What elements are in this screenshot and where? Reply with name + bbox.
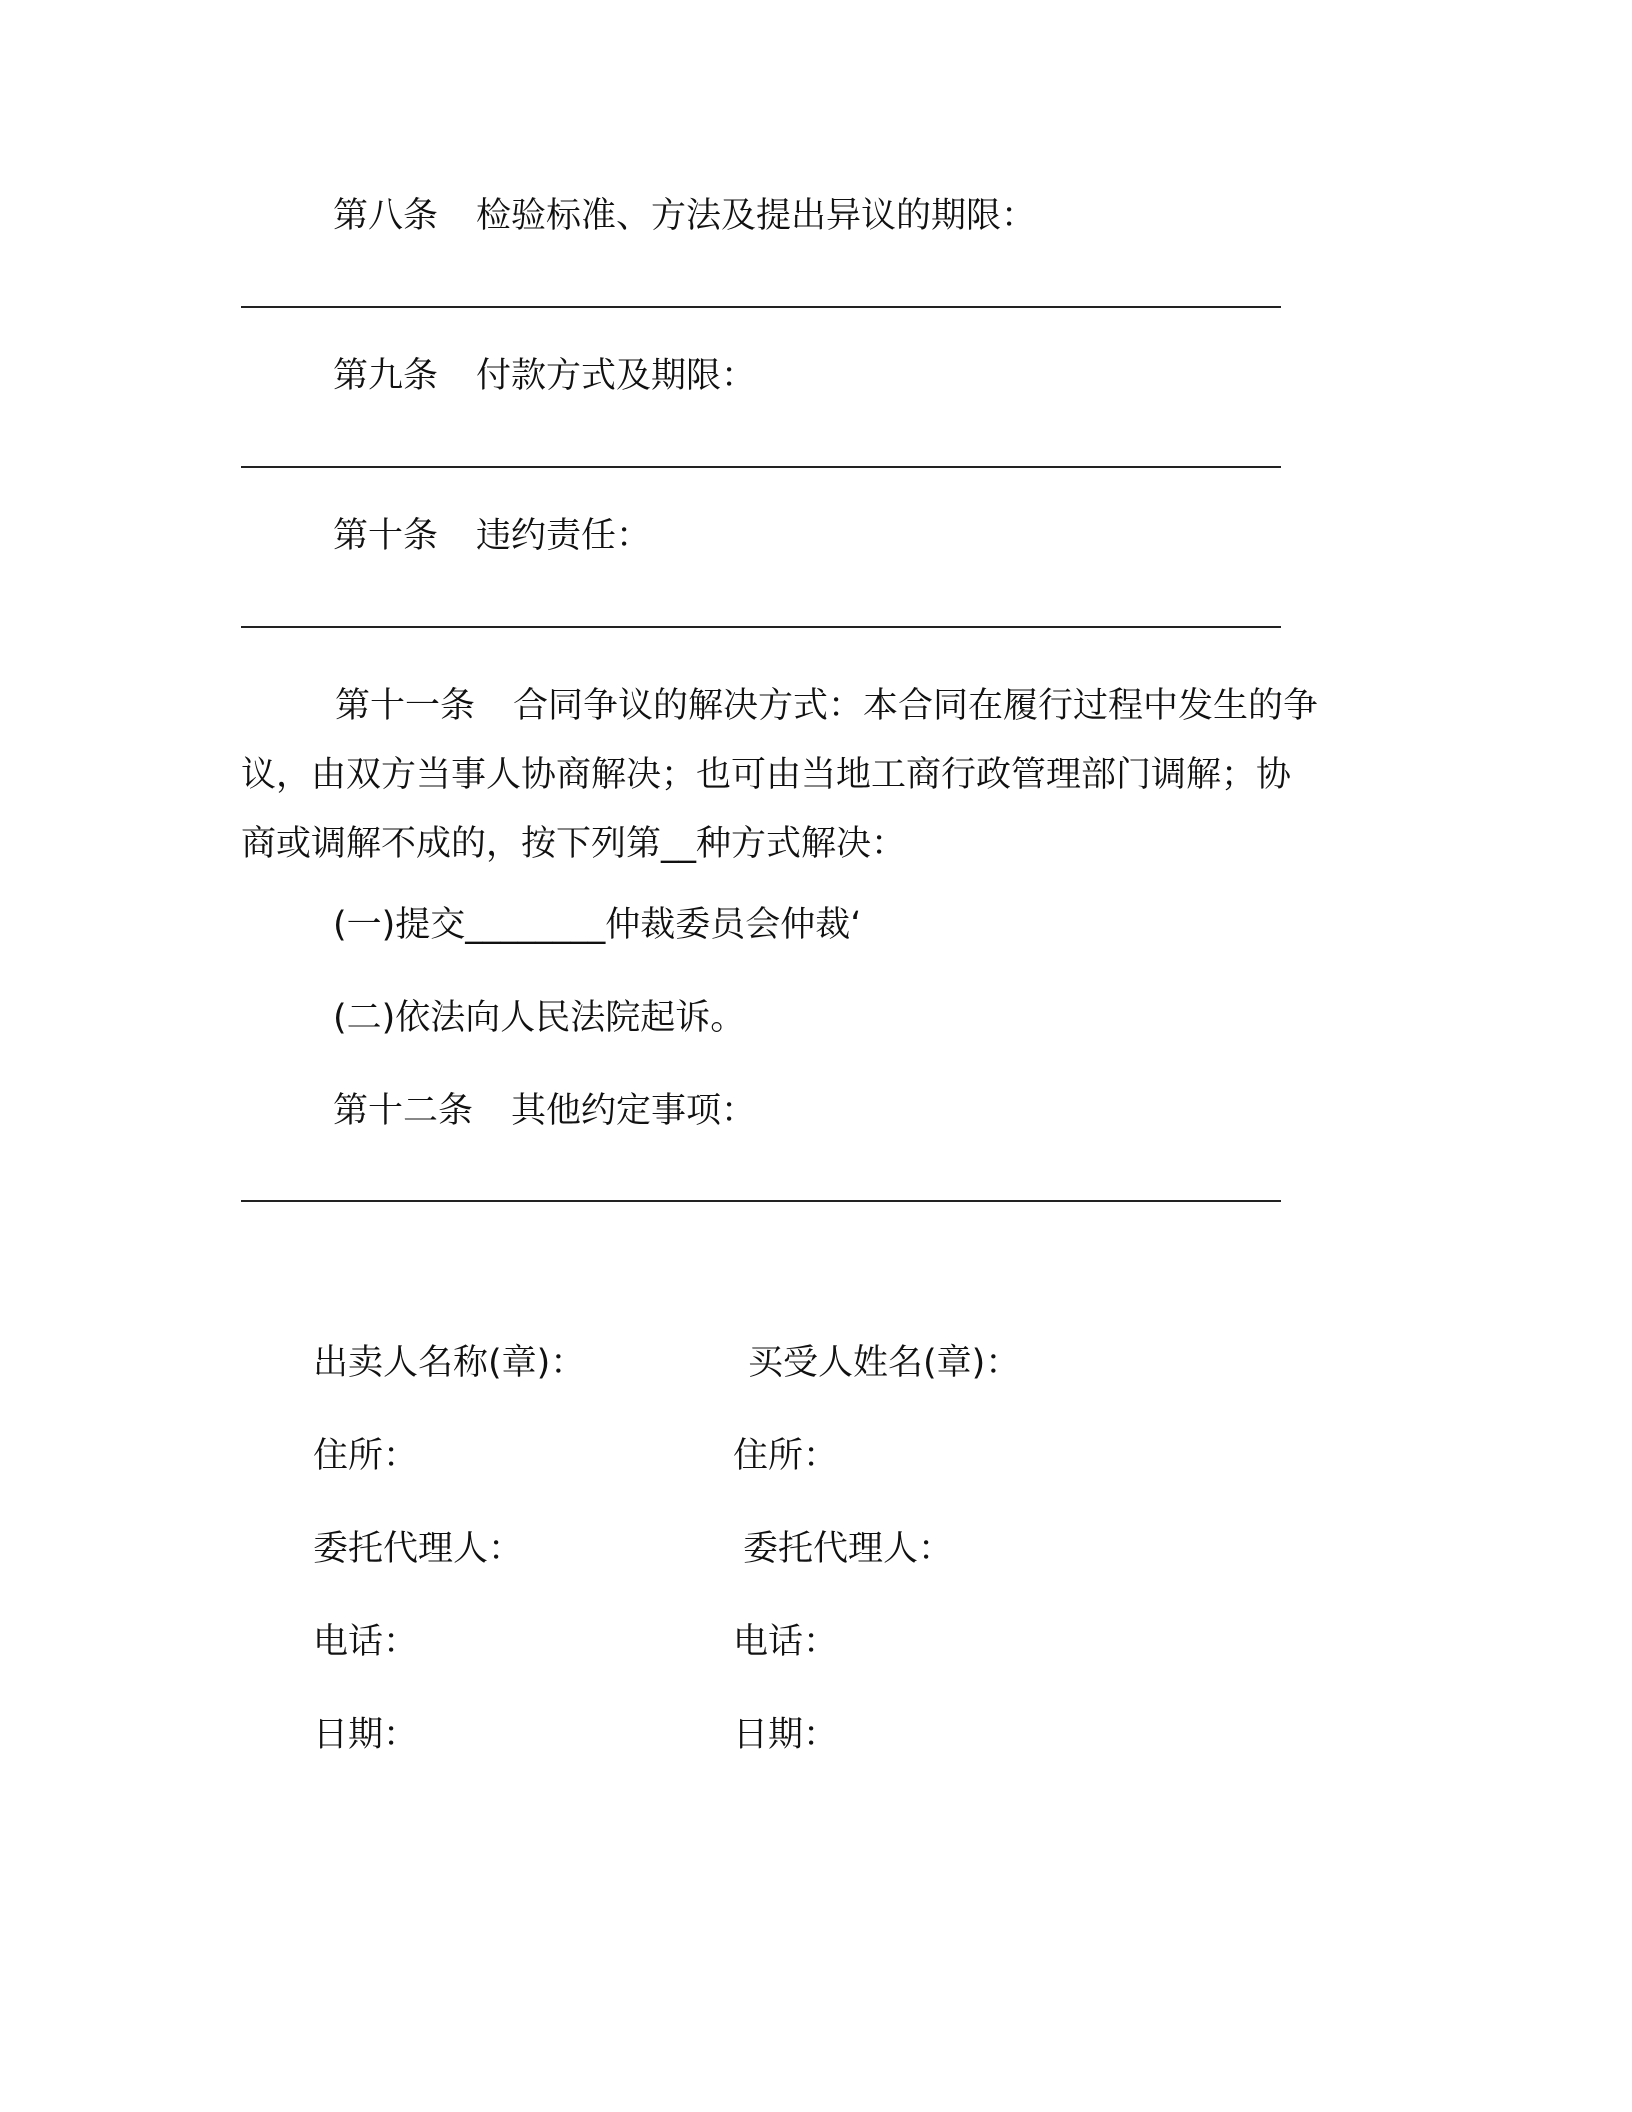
clause-9-text: 付款方式及期限： — [476, 356, 757, 396]
buyer-agent-label: 委托代理人： — [743, 1529, 954, 1569]
option-2: (二)依法向人民法院起诉。 — [333, 998, 746, 1038]
buyer-address-label: 住所： — [733, 1436, 839, 1476]
clause-11-line-2: 议，由双方当事人协商解决；也可由当地工商行政管理部门调解；协 — [241, 755, 1292, 795]
clause-12-text: 其他约定事项： — [511, 1091, 757, 1131]
clause-10 — [333, 513, 651, 559]
fill-line-clause-10 — [241, 626, 1281, 628]
clause-8-label: 第八条 — [333, 196, 439, 236]
clause-10-label: 第十条 — [333, 516, 439, 556]
clause-11-line-3: 商或调解不成的，按下列第__种方式解决： — [241, 824, 907, 864]
clause-10-text: 违约责任： — [476, 516, 652, 556]
option-1: (一)提交________仲裁委员会仲裁‘ — [333, 905, 862, 945]
seller-address-label: 住所： — [313, 1436, 419, 1476]
seller-date-label: 日期： — [313, 1715, 419, 1755]
seller-name-label: 出卖人名称(章)： — [313, 1343, 586, 1383]
clause-12 — [333, 1088, 756, 1134]
clause-11-label: 第十一条 — [335, 686, 476, 726]
seller-phone-label: 电话： — [313, 1622, 419, 1662]
clause-9 — [333, 353, 756, 399]
buyer-phone-label: 电话： — [733, 1622, 839, 1662]
seller-agent-label: 委托代理人： — [313, 1529, 524, 1569]
clause-11-line-1: 合同争议的解决方式：本合同在履行过程中发生的争 — [513, 686, 1319, 726]
clause-11 — [241, 672, 1381, 879]
clause-8 — [333, 193, 1036, 239]
fill-line-clause-8 — [241, 306, 1281, 308]
clause-8-text: 检验标准、方法及提出异议的期限： — [476, 196, 1037, 236]
clause-9-label: 第九条 — [333, 356, 439, 396]
fill-line-clause-12 — [241, 1200, 1281, 1202]
fill-line-clause-9 — [241, 466, 1281, 468]
buyer-name-label: 买受人姓名(章)： — [748, 1343, 1021, 1383]
clause-12-label: 第十二条 — [333, 1091, 474, 1131]
buyer-date-label: 日期： — [733, 1715, 839, 1755]
